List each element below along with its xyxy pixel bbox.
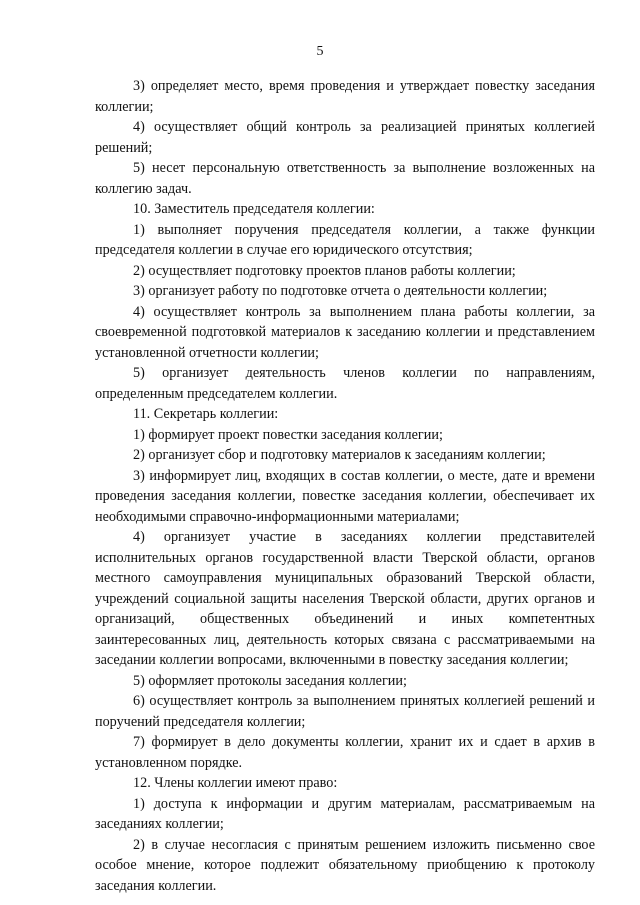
section-heading-11: 11. Секретарь коллегии: — [133, 406, 279, 422]
paragraph-20: 2) в случае несогласия с принятым решением изложить письменно свое особое мнение, которое подлежит обязательному приобщению к протоколу заседания коллегии. — [95, 836, 595, 894]
paragraph-14: 4) организует участие в заседаниях коллегии представителей исполнительных органов государственной власти Тверской области, органов местного самоуправления муниципальных образований Тверской области, учреждений социальной защиты населения Тверской области, других органов и организаций, общественных объединений и иных компетентных заинтересованных лиц, деятельность которых связана с рассматриваемыми на заседании коллегии вопросами, включенными в повестку заседания коллегии; — [95, 529, 595, 668]
paragraph-16: 6) осуществляет контроль за выполнением принятых коллегией решений и поручений председателя коллегии; — [95, 693, 595, 730]
paragraph-8: 4) осуществляет контроль за выполнением плана работы коллегии, за своевременной подготовкой материалов к заседанию коллегии и представлением установленной отчетности коллегии; — [95, 303, 595, 361]
section-heading-10: 10. Заместитель председателя коллегии: — [133, 201, 375, 217]
paragraph-15: 5) оформляет протоколы заседания коллегии; — [133, 672, 407, 689]
paragraph-2: 4) осуществляет общий контроль за реализацией принятых коллегией решений; — [95, 119, 595, 156]
paragraph-9: 5) организует деятельность членов коллегии по направлениям, определенным председателем коллегии. — [95, 365, 595, 402]
paragraph-1: 3) определяет место, время проведения и утверждает повестку заседания коллегии; — [95, 78, 595, 115]
paragraph-5: 1) выполняет поручения председателя коллегии, а также функции председателя коллегии в случае его юридического отсутствия; — [95, 221, 595, 258]
paragraph-7: 3) организует работу по подготовке отчета о деятельности коллегии; — [133, 283, 548, 299]
page-number: 5 — [316, 44, 324, 59]
paragraph-3: 5) несет персональную ответственность за выполнение возложенных на коллегию задач. — [95, 160, 595, 197]
document-body — [95, 76, 595, 896]
paragraph-11: 1) формирует проект повестки заседания коллегии; — [133, 426, 443, 443]
paragraph-13: 3) информирует лиц, входящих в состав коллегии, о месте, дате и времени проведения заседания коллегии, повестке заседания коллегии, обеспечивает их необходимыми справочно-информационными материалами; — [95, 467, 595, 525]
paragraph-19: 1) доступа к информации и другим материалам, рассматриваемым на заседаниях коллегии; — [95, 795, 595, 832]
paragraph-12: 2) организует сбор и подготовку материалов к заседаниям коллегии; — [133, 447, 546, 463]
paragraph-17: 7) формирует в дело документы коллегии, хранит их и сдает в архив в установленном порядке. — [95, 734, 595, 771]
section-heading-12: 12. Члены коллегии имеют право: — [133, 775, 338, 791]
paragraph-6: 2) осуществляет подготовку проектов планов работы коллегии; — [133, 262, 516, 279]
